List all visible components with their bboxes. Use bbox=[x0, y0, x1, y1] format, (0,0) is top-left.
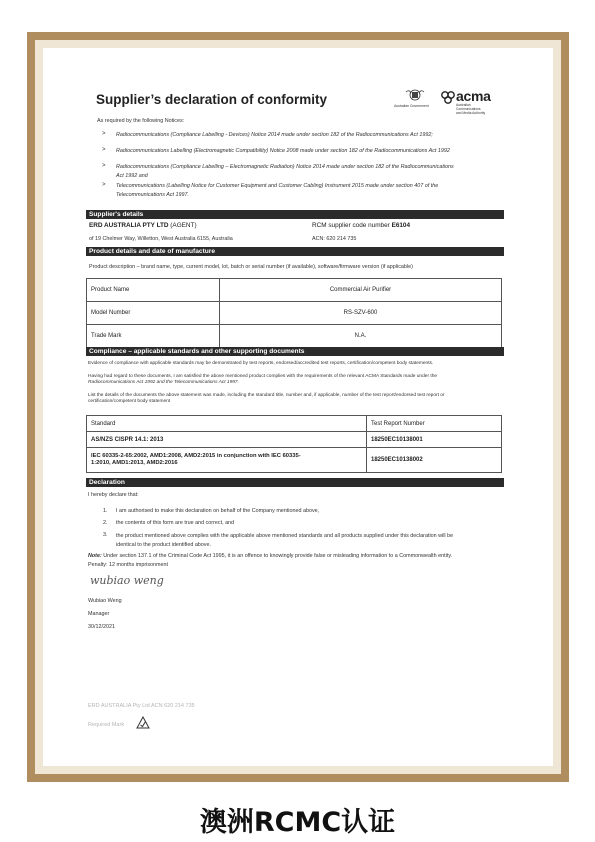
table-row bbox=[87, 302, 502, 325]
notice-line: Radiocommunications (Compliance Labelling – Electromagnetic Radiation) Notice 2014 made under section 182 of the Radiocommunications bbox=[116, 164, 454, 170]
table-row bbox=[87, 325, 502, 348]
report-number-cell: 18250EC10138002 bbox=[367, 448, 502, 473]
notice-item bbox=[116, 163, 506, 180]
table-row bbox=[87, 448, 502, 473]
declaration-item-text: I am authorised to make this declaration on behalf of the Company mentioned above, bbox=[116, 508, 320, 514]
product-table bbox=[86, 278, 502, 348]
declaration-item-number: 1. bbox=[103, 508, 108, 514]
report-number-cell: 18250EC10138001 bbox=[367, 432, 502, 448]
rcm-mark-icon bbox=[136, 716, 150, 734]
standards-table bbox=[86, 415, 502, 473]
signer-title: Manager bbox=[88, 611, 110, 617]
signer-name: Wubiao Weng bbox=[88, 598, 122, 604]
notice-item bbox=[116, 131, 506, 140]
declaration-item-line: the product mentioned above complies with the applicable above mentioned standards and all products supplied under this declaration will be bbox=[116, 533, 454, 539]
product-section-header: Product details and date of manufacture bbox=[86, 247, 504, 256]
declaration-item-text bbox=[116, 532, 506, 550]
standard-cell-line: IEC 60335-2-65:2002, AMD1:2008, AMD2:2015 in conjunction with IEC 60335- bbox=[91, 452, 301, 459]
compliance-regard bbox=[88, 374, 498, 386]
declaration-section-header: Declaration bbox=[86, 478, 504, 487]
standard-cell bbox=[87, 448, 367, 473]
compliance-list-line: certification/competent body statement bbox=[88, 399, 171, 405]
required-mark-label: Required Mark bbox=[88, 722, 125, 728]
penalty-text: Penalty: 12 months imprisonment bbox=[88, 562, 168, 568]
product-name-value: Commercial Air Purifier bbox=[220, 279, 502, 302]
acma-logo bbox=[440, 88, 502, 118]
product-name-label: Product Name bbox=[87, 279, 220, 302]
notice-item bbox=[116, 147, 506, 156]
rcm-code-label: RCM supplier code number bbox=[312, 222, 392, 229]
model-number-label: Model Number bbox=[87, 302, 220, 325]
legal-note-text: Under section 137.1 of the Criminal Code Act 1995, it is an offence to knowingly provide false or misleading information to a Commonwealth entity. bbox=[101, 553, 453, 559]
rcm-code: E6104 bbox=[391, 222, 411, 229]
notice-item bbox=[116, 182, 506, 199]
compliance-evidence: Evidence of compliance with applicable standards may be demonstrated by test reports, endorsed/accredited test reports, certification/competent body statements. bbox=[88, 361, 434, 366]
notice-line: Act 1992 and bbox=[116, 172, 148, 179]
acma-sub-line-3: and Media Authority bbox=[456, 110, 486, 115]
compliance-list-line: List the details of the documents the above statement was made, including the standard title, number and, if applicable, number of the test report/endorsed test report or bbox=[88, 393, 445, 398]
acma-mark-icon bbox=[440, 90, 456, 104]
footer-company-line: ERD AUSTRALIA Pty Ltd ACN 620 214 735 bbox=[88, 703, 195, 709]
declaration-intro: I hereby declare that: bbox=[88, 492, 139, 498]
signature: wubiao weng bbox=[90, 574, 164, 587]
product-description-note: Product description – brand name, type, current model, lot, batch or serial number (if available), software/firmware version (if applicable) bbox=[89, 264, 413, 270]
table-row bbox=[87, 279, 502, 302]
supplier-section-header: Supplier's details bbox=[86, 210, 504, 219]
acma-wordmark: acma bbox=[456, 88, 491, 104]
compliance-list-instruction bbox=[88, 393, 498, 405]
trade-mark-label: Trade Mark bbox=[87, 325, 220, 348]
table-row bbox=[87, 432, 502, 448]
notice-line: Telecommunications (Labelling Notice for Customer Equipment and Customer Cabling) Instrument 2015 made under section 407 of the bbox=[116, 183, 439, 189]
declaration-item-number: 3. bbox=[103, 532, 108, 538]
report-column-header: Test Report Number bbox=[367, 416, 502, 432]
declaration-item-number: 2. bbox=[103, 520, 108, 526]
supplier-address: of 19 Chelmer Way, Willetton, West Australia 6155, Australia bbox=[89, 236, 233, 242]
caption: 澳洲RCMC认证 bbox=[199, 807, 396, 838]
standard-column-header: Standard bbox=[87, 416, 367, 432]
notice-line: Radiocommunications (Compliance Labelling - Devices) Notice 2014 made under section 182 of the Radiocommunications Act 1992; bbox=[116, 132, 433, 138]
supplier-name-line bbox=[89, 222, 197, 229]
legal-note bbox=[88, 553, 508, 560]
notice-arrow-icon: > bbox=[102, 182, 106, 188]
notice-line: Telecommunications Act 1997. bbox=[116, 191, 190, 198]
supplier-acn: ACN: 620 214 735 bbox=[312, 236, 357, 242]
supplier-name: ERD AUSTRALIA PTY LTD bbox=[89, 222, 169, 229]
table-header-row bbox=[87, 416, 502, 432]
notice-line: Radiocommunications Labelling (Electromagnetic Compatibility) Notice 2008 made under section 182 of the Radiocommunications Act 1992 bbox=[116, 148, 450, 154]
declaration-date: 30/12/2021 bbox=[88, 624, 115, 630]
compliance-regard-line: Having had regard to these documents, I am satisfied the above mentioned product complies with the requirements of the relevant ACMA Standards made under the bbox=[88, 374, 438, 379]
notice-arrow-icon: > bbox=[102, 131, 106, 137]
document-sheet bbox=[43, 48, 553, 766]
acma-sub-line-1: Australian bbox=[456, 103, 471, 107]
notice-arrow-icon: > bbox=[102, 147, 106, 153]
trade-mark-value: N.A. bbox=[220, 325, 502, 348]
rcm-code-line bbox=[312, 222, 410, 229]
standard-cell-line: 1:2010, AMD1:2013, AMD2:2016 bbox=[91, 460, 178, 466]
document-title: Supplier’s declaration of conformity bbox=[96, 92, 328, 107]
rcm-triangle-icon bbox=[136, 716, 150, 729]
declaration-item-line: identical to the product identified above. bbox=[116, 542, 211, 548]
australian-government-label: Australian Government bbox=[394, 104, 429, 108]
declaration-item-text: the contents of this form are true and correct, and bbox=[116, 520, 235, 526]
acma-sub-line-2: Communications bbox=[456, 106, 481, 111]
compliance-regard-line: Radiocommunications Act 1992 and the Telecommunications Act 1997. bbox=[88, 380, 239, 386]
supplier-agent: (AGENT) bbox=[168, 222, 197, 229]
notices-intro: As required by the following Notices: bbox=[97, 118, 185, 124]
model-number-value: RS-SZV-600 bbox=[220, 302, 502, 325]
standard-cell: AS/NZS CISPR 14.1: 2013 bbox=[87, 432, 367, 448]
legal-note-label: Note: bbox=[88, 553, 102, 559]
compliance-section-header: Compliance – applicable standards and other supporting documents bbox=[86, 347, 504, 356]
notice-arrow-icon: > bbox=[102, 163, 106, 169]
